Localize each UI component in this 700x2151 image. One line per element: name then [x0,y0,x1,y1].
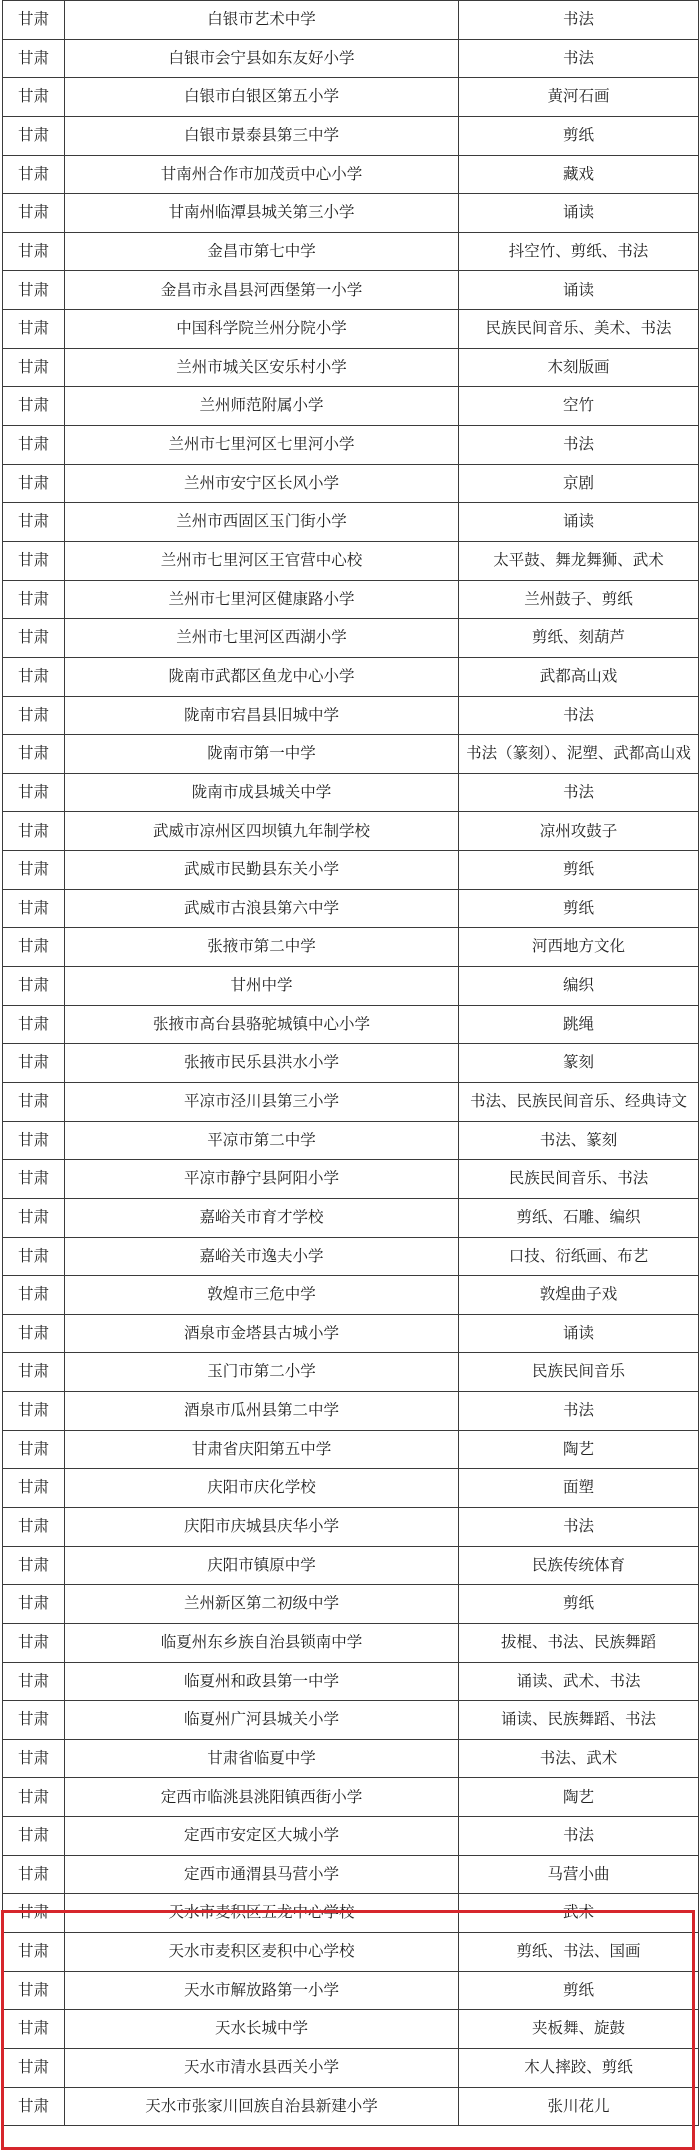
school-name-cell: 武威市凉州区四坝镇九年制学校 [65,812,459,851]
table-row [3,773,699,812]
project-cell: 剪纸 [459,1585,699,1624]
school-name-cell: 庆阳市庆城县庆华小学 [65,1507,459,1546]
school-name-cell: 玉门市第二小学 [65,1353,459,1392]
table-row [3,1662,699,1701]
project-cell: 书法、篆刻 [459,1121,699,1160]
school-name-cell: 陇南市成县城关中学 [65,773,459,812]
table-row [3,39,699,78]
school-name-cell: 天水市麦积区五龙中心学校 [65,1894,459,1933]
province-cell: 甘肃 [3,348,65,387]
project-cell: 诵读、武术、书法 [459,1662,699,1701]
province-cell: 甘肃 [3,1585,65,1624]
table-row [3,271,699,310]
table-row [3,541,699,580]
province-cell: 甘肃 [3,1392,65,1431]
project-cell: 夹板舞、旋鼓 [459,2010,699,2049]
project-cell: 民族传统体育 [459,1546,699,1585]
project-cell: 民族民间音乐、美术、书法 [459,310,699,349]
table-row [3,194,699,233]
table-row [3,1933,699,1972]
table-row [3,1469,699,1508]
school-name-cell: 陇南市宕昌县旧城中学 [65,696,459,735]
school-name-cell: 嘉峪关市育才学校 [65,1198,459,1237]
province-cell: 甘肃 [3,2048,65,2087]
province-cell: 甘肃 [3,426,65,465]
table-row [3,1546,699,1585]
province-cell: 甘肃 [3,1739,65,1778]
table-row [3,1121,699,1160]
project-cell: 书法 [459,1,699,40]
project-cell: 剪纸 [459,851,699,890]
table-row [3,1353,699,1392]
table-row [3,1237,699,1276]
school-name-cell: 天水市麦积区麦积中心学校 [65,1933,459,1972]
school-name-cell: 甘肃省临夏中学 [65,1739,459,1778]
school-name-cell: 兰州市西固区玉门街小学 [65,503,459,542]
province-cell: 甘肃 [3,1507,65,1546]
province-cell: 甘肃 [3,967,65,1006]
school-name-cell: 陇南市武都区鱼龙中心小学 [65,657,459,696]
school-name-cell: 兰州市七里河区健康路小学 [65,580,459,619]
project-cell: 书法 [459,696,699,735]
school-name-cell: 天水市张家川回族自治县新建小学 [65,2087,459,2126]
project-cell: 民族民间音乐、书法 [459,1160,699,1199]
province-cell: 甘肃 [3,1005,65,1044]
table-row [3,2087,699,2126]
table-row [3,967,699,1006]
project-cell: 陶艺 [459,1778,699,1817]
province-cell: 甘肃 [3,1971,65,2010]
project-cell: 书法 [459,773,699,812]
project-cell: 黄河石画 [459,78,699,117]
school-name-cell: 定西市临洮县洮阳镇西街小学 [65,1778,459,1817]
project-cell: 书法 [459,1817,699,1856]
province-cell: 甘肃 [3,78,65,117]
project-cell: 剪纸 [459,1971,699,2010]
project-cell: 口技、衍纸画、布艺 [459,1237,699,1276]
school-name-cell: 临夏州广河县城关小学 [65,1701,459,1740]
project-cell: 篆刻 [459,1044,699,1083]
table-row [3,696,699,735]
school-name-cell: 酒泉市金塔县古城小学 [65,1314,459,1353]
table-row [3,1585,699,1624]
project-cell: 书法 [459,426,699,465]
province-cell: 甘肃 [3,2087,65,2126]
table-row [3,78,699,117]
table-row [3,1392,699,1431]
province-cell: 甘肃 [3,464,65,503]
table-row [3,1701,699,1740]
province-cell: 甘肃 [3,1623,65,1662]
school-name-cell: 陇南市第一中学 [65,735,459,774]
school-name-cell: 甘南州合作市加茂贡中心小学 [65,155,459,194]
school-name-cell: 白银市景泰县第三中学 [65,116,459,155]
table-row [3,155,699,194]
school-name-cell: 定西市通渭县马营小学 [65,1855,459,1894]
project-cell: 诵读 [459,271,699,310]
school-name-cell: 兰州市七里河区西湖小学 [65,619,459,658]
province-cell: 甘肃 [3,889,65,928]
school-name-cell: 张掖市第二中学 [65,928,459,967]
province-cell: 甘肃 [3,1430,65,1469]
school-name-cell: 兰州市七里河区王官营中心校 [65,541,459,580]
project-cell: 编织 [459,967,699,1006]
project-cell: 拔棍、书法、民族舞蹈 [459,1623,699,1662]
school-name-cell: 兰州市七里河区七里河小学 [65,426,459,465]
school-name-cell: 中国科学院兰州分院小学 [65,310,459,349]
project-cell: 剪纸 [459,889,699,928]
project-cell: 敦煌曲子戏 [459,1276,699,1315]
project-cell: 抖空竹、剪纸、书法 [459,232,699,271]
province-cell: 甘肃 [3,1662,65,1701]
school-name-cell: 定西市安定区大城小学 [65,1817,459,1856]
province-cell: 甘肃 [3,503,65,542]
table-row [3,735,699,774]
province-cell: 甘肃 [3,1,65,40]
school-name-cell: 金昌市第七中学 [65,232,459,271]
school-name-cell: 平凉市静宁县阿阳小学 [65,1160,459,1199]
table-row [3,232,699,271]
school-name-cell: 平凉市泾川县第三小学 [65,1082,459,1121]
school-name-cell: 兰州市安宁区长风小学 [65,464,459,503]
province-cell: 甘肃 [3,619,65,658]
province-cell: 甘肃 [3,1276,65,1315]
table-row [3,2048,699,2087]
province-cell: 甘肃 [3,773,65,812]
school-name-cell: 白银市白银区第五小学 [65,78,459,117]
school-name-cell: 武威市古浪县第六中学 [65,889,459,928]
project-cell: 武都高山戏 [459,657,699,696]
province-cell: 甘肃 [3,812,65,851]
school-name-cell: 天水市解放路第一小学 [65,1971,459,2010]
province-cell: 甘肃 [3,271,65,310]
province-cell: 甘肃 [3,2010,65,2049]
province-cell: 甘肃 [3,1855,65,1894]
table-row [3,116,699,155]
school-name-cell: 甘南州临潭县城关第三小学 [65,194,459,233]
school-name-cell: 白银市会宁县如东友好小学 [65,39,459,78]
province-cell: 甘肃 [3,1353,65,1392]
school-name-cell: 兰州师范附属小学 [65,387,459,426]
school-name-cell: 金昌市永昌县河西堡第一小学 [65,271,459,310]
project-cell: 诵读 [459,503,699,542]
province-cell: 甘肃 [3,1198,65,1237]
province-cell: 甘肃 [3,1160,65,1199]
table-row [3,657,699,696]
table-row [3,851,699,890]
project-cell: 剪纸、书法、国画 [459,1933,699,1972]
school-name-cell: 天水市清水县西关小学 [65,2048,459,2087]
project-cell: 藏戏 [459,155,699,194]
school-name-cell: 庆阳市庆化学校 [65,1469,459,1508]
school-name-cell: 庆阳市镇原中学 [65,1546,459,1585]
project-cell: 空竹 [459,387,699,426]
project-cell: 陶艺 [459,1430,699,1469]
province-cell: 甘肃 [3,1044,65,1083]
table-row [3,1044,699,1083]
project-cell: 河西地方文化 [459,928,699,967]
table-row [3,1778,699,1817]
school-name-cell: 嘉峪关市逸夫小学 [65,1237,459,1276]
province-cell: 甘肃 [3,541,65,580]
project-cell: 京剧 [459,464,699,503]
province-cell: 甘肃 [3,928,65,967]
province-cell: 甘肃 [3,1237,65,1276]
project-cell: 书法 [459,39,699,78]
table-row [3,1198,699,1237]
school-project-table [2,0,699,2126]
table-row [3,1507,699,1546]
project-cell: 诵读、民族舞蹈、书法 [459,1701,699,1740]
project-cell: 剪纸 [459,116,699,155]
project-cell: 武术 [459,1894,699,1933]
project-cell: 书法 [459,1392,699,1431]
project-cell: 剪纸、刻葫芦 [459,619,699,658]
province-cell: 甘肃 [3,194,65,233]
table-row [3,1855,699,1894]
province-cell: 甘肃 [3,657,65,696]
table-row [3,348,699,387]
table-row [3,1082,699,1121]
province-cell: 甘肃 [3,1546,65,1585]
project-cell: 诵读 [459,1314,699,1353]
project-cell: 张川花儿 [459,2087,699,2126]
project-cell: 书法、民族民间音乐、经典诗文 [459,1082,699,1121]
table-row [3,503,699,542]
table-row [3,812,699,851]
province-cell: 甘肃 [3,696,65,735]
project-cell: 木人摔跤、剪纸 [459,2048,699,2087]
project-cell: 剪纸、石雕、编织 [459,1198,699,1237]
school-name-cell: 平凉市第二中学 [65,1121,459,1160]
table-row [3,387,699,426]
table-row [3,1430,699,1469]
table-row [3,1894,699,1933]
school-name-cell: 临夏州和政县第一中学 [65,1662,459,1701]
school-name-cell: 白银市艺术中学 [65,1,459,40]
province-cell: 甘肃 [3,1082,65,1121]
province-cell: 甘肃 [3,387,65,426]
school-name-cell: 甘州中学 [65,967,459,1006]
project-cell: 民族民间音乐 [459,1353,699,1392]
school-name-cell: 敦煌市三危中学 [65,1276,459,1315]
province-cell: 甘肃 [3,232,65,271]
table-row [3,928,699,967]
table-row [3,464,699,503]
province-cell: 甘肃 [3,735,65,774]
project-cell: 马营小曲 [459,1855,699,1894]
table-row [3,619,699,658]
table-row [3,1817,699,1856]
table-row [3,1314,699,1353]
project-cell: 太平鼓、舞龙舞狮、武术 [459,541,699,580]
school-name-cell: 武威市民勤县东关小学 [65,851,459,890]
table-row [3,1005,699,1044]
table-row [3,1276,699,1315]
school-name-cell: 兰州新区第二初级中学 [65,1585,459,1624]
province-cell: 甘肃 [3,851,65,890]
province-cell: 甘肃 [3,1817,65,1856]
school-name-cell: 张掖市高台县骆驼城镇中心小学 [65,1005,459,1044]
table-row [3,426,699,465]
school-name-cell: 兰州市城关区安乐村小学 [65,348,459,387]
project-cell: 书法（篆刻）、泥塑、武都高山戏 [459,735,699,774]
table-body [3,1,699,2126]
school-name-cell: 酒泉市瓜州县第二中学 [65,1392,459,1431]
project-cell: 凉州攻鼓子 [459,812,699,851]
table-row [3,2010,699,2049]
province-cell: 甘肃 [3,1701,65,1740]
project-cell: 木刻版画 [459,348,699,387]
table-row [3,1160,699,1199]
province-cell: 甘肃 [3,1314,65,1353]
province-cell: 甘肃 [3,155,65,194]
table-row [3,889,699,928]
school-name-cell: 张掖市民乐县洪水小学 [65,1044,459,1083]
province-cell: 甘肃 [3,310,65,349]
table-row [3,1739,699,1778]
province-cell: 甘肃 [3,116,65,155]
table-row [3,1971,699,2010]
school-name-cell: 甘肃省庆阳第五中学 [65,1430,459,1469]
province-cell: 甘肃 [3,39,65,78]
table-row [3,580,699,619]
project-cell: 兰州鼓子、剪纸 [459,580,699,619]
project-cell: 书法、武术 [459,1739,699,1778]
province-cell: 甘肃 [3,580,65,619]
province-cell: 甘肃 [3,1469,65,1508]
project-cell: 面塑 [459,1469,699,1508]
table-row [3,1623,699,1662]
province-cell: 甘肃 [3,1894,65,1933]
project-cell: 诵读 [459,194,699,233]
project-cell: 跳绳 [459,1005,699,1044]
school-name-cell: 临夏州东乡族自治县锁南中学 [65,1623,459,1662]
province-cell: 甘肃 [3,1933,65,1972]
province-cell: 甘肃 [3,1121,65,1160]
school-name-cell: 天水长城中学 [65,2010,459,2049]
table-row [3,310,699,349]
province-cell: 甘肃 [3,1778,65,1817]
table-row [3,1,699,40]
project-cell: 书法 [459,1507,699,1546]
